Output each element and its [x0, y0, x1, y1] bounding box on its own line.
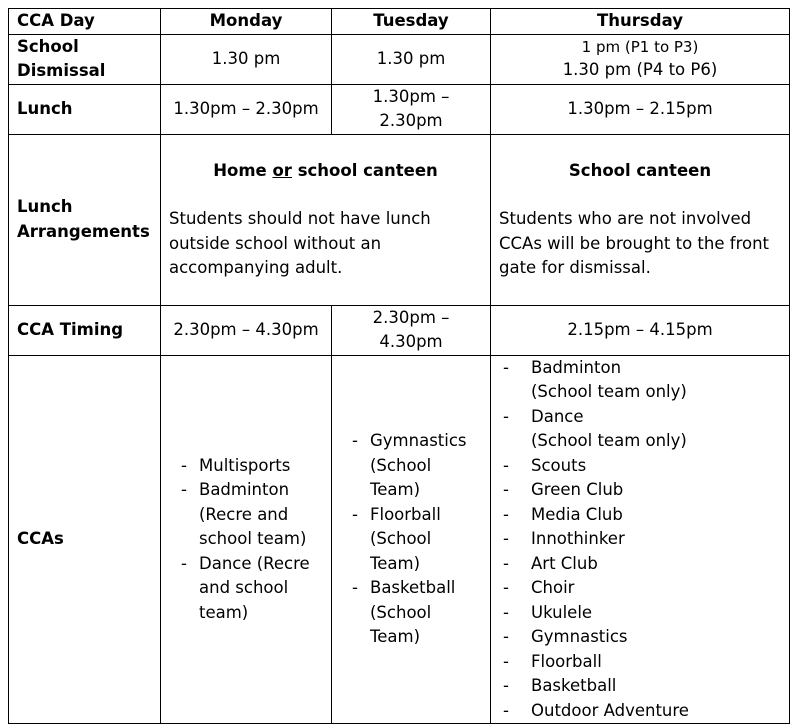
list-item: - Gymnastics (School Team) — [352, 429, 482, 503]
list-item: - Dance (Recre and school team) — [181, 552, 323, 626]
cca-timing-label: CCA Timing — [9, 305, 161, 355]
school-dismissal-tuesday: 1.30 pm — [332, 34, 491, 84]
cca-timing-thursday: 2.15pm – 4.15pm — [491, 305, 790, 355]
ccas-label: CCAs — [9, 355, 161, 724]
list-item: - Basketball — [503, 674, 781, 699]
header-monday: Monday — [161, 9, 332, 35]
lunch-arrangements-mon-tue-title — [169, 159, 482, 184]
school-dismissal-row — [9, 34, 790, 84]
ccas-monday-list — [169, 454, 323, 626]
lunch-label: Lunch — [9, 84, 161, 134]
lunch-arrangements-row — [9, 134, 790, 305]
lunch-arrangements-thursday — [491, 134, 790, 305]
list-item: - Scouts — [503, 454, 781, 479]
cca-timing-tuesday: 2.30pm – 4.30pm — [332, 305, 491, 355]
list-item-name: - Dance — [531, 406, 584, 426]
list-item: - Innothinker — [503, 527, 781, 552]
ccas-tuesday — [332, 355, 491, 724]
ccas-thursday-list — [499, 356, 781, 724]
lunch-arrangements-thursday-title: School canteen — [568, 160, 712, 180]
title-part-or: or — [272, 160, 292, 180]
lunch-arrangements-mon-tue-body: Students should not have lunch outside school without an accompanying adult. — [169, 209, 431, 277]
list-item: - Choir — [503, 576, 781, 601]
list-item: - Basketball (School Team) — [352, 576, 482, 650]
school-dismissal-thursday-p4-p6: 1.30 pm (P4 to P6) — [562, 59, 718, 79]
list-item: - Multisports — [181, 454, 323, 479]
header-cca-day: CCA Day — [9, 9, 161, 35]
list-item: - Floorball (School Team) — [352, 503, 482, 577]
list-item-note: (School team only) — [531, 431, 687, 450]
lunch-thursday: 1.30pm – 2.15pm — [491, 84, 790, 134]
list-item: - Ukulele — [503, 601, 781, 626]
school-dismissal-thursday — [491, 34, 790, 84]
school-dismissal-thursday-p1-p3: 1 pm (P1 to P3) — [581, 37, 699, 56]
ccas-thursday — [491, 355, 790, 724]
school-dismissal-monday: 1.30 pm — [161, 34, 332, 84]
lunch-monday: 1.30pm – 2.30pm — [161, 84, 332, 134]
header-thursday: Thursday — [491, 9, 790, 35]
ccas-monday — [161, 355, 332, 724]
list-item: - Badminton (Recre and school team) — [181, 478, 323, 552]
list-item-name: - Badminton — [531, 357, 622, 377]
lunch-tuesday: 1.30pm – 2.30pm — [332, 84, 491, 134]
list-item-note: (School team only) — [531, 382, 687, 401]
header-tuesday: Tuesday — [332, 9, 491, 35]
school-dismissal-label: School Dismissal — [9, 34, 161, 84]
list-item — [503, 356, 781, 405]
cca-schedule-table — [8, 8, 790, 724]
lunch-arrangements-thursday-body: Students who are not involved CCAs will be brought to the front gate for dismissal. — [499, 209, 770, 277]
list-item: - Floorball — [503, 650, 781, 675]
header-row — [9, 9, 790, 35]
ccas-tuesday-list — [340, 429, 482, 650]
title-part-home: Home — [213, 160, 273, 180]
lunch-arrangements-label: Lunch Arrangements — [9, 134, 161, 305]
list-item: - Art Club — [503, 552, 781, 577]
ccas-row — [9, 355, 790, 724]
list-item — [503, 405, 781, 454]
list-item: - Outdoor Adventure — [503, 699, 781, 724]
cca-timing-monday: 2.30pm – 4.30pm — [161, 305, 332, 355]
lunch-row — [9, 84, 790, 134]
list-item: - Media Club — [503, 503, 781, 528]
list-item: - Green Club — [503, 478, 781, 503]
list-item: - Gymnastics — [503, 625, 781, 650]
cca-timing-row — [9, 305, 790, 355]
title-part-canteen: school canteen — [291, 160, 438, 180]
lunch-arrangements-mon-tue — [161, 134, 491, 305]
